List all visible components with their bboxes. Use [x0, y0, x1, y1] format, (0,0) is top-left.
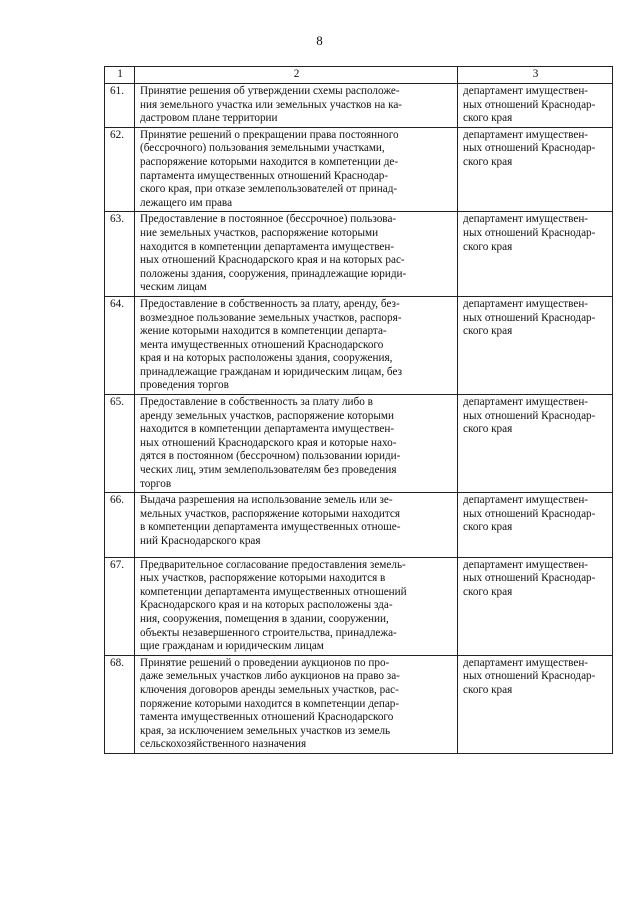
description-line: аренду земельных участков, распоряжение которыми — [140, 409, 394, 422]
description-line: Предварительное согласование предоставления земель- — [140, 558, 406, 571]
department-line: департамент имуществен- — [463, 558, 589, 571]
description-line: Предоставление в собственность за плату либо в — [140, 396, 373, 409]
department-line: ных отношений Краснодар- — [463, 226, 596, 239]
department-line: ского края — [463, 240, 513, 253]
table-row — [105, 296, 613, 394]
description-line: ключения договоров аренды земельных участков, рас- — [140, 683, 399, 696]
description-line: края и на которых расположены здания, сооружения, — [140, 352, 393, 365]
row-number: 67. — [105, 557, 135, 655]
department-line: ных отношений Краснодар- — [463, 311, 596, 324]
department-line: ского края — [463, 683, 513, 696]
description-line: жение которыми находится в компетенции департа- — [140, 325, 387, 338]
department-line: ных отношений Краснодар- — [463, 98, 596, 111]
description-line: торгов — [140, 477, 172, 490]
department-line: департамент имуществен- — [463, 494, 589, 507]
service-description — [135, 296, 458, 394]
description-line: ний Краснодарского края — [140, 535, 261, 547]
department-line: ных отношений Краснодар- — [463, 670, 596, 683]
description-line: ния, сооружения, помещения в здании, сооружении, — [140, 612, 389, 625]
service-description — [135, 655, 458, 753]
description-line: ных участков, распоряжение которыми находится в — [140, 572, 386, 585]
row-number: 68. — [105, 655, 135, 753]
description-line: возмездное пользование земельных участков, распоря- — [140, 311, 402, 324]
description-line: Принятие решений о проведении аукционов по про- — [140, 656, 390, 669]
department-line: ского края — [463, 521, 513, 534]
description-line: Предоставление в собственность за плату, аренду, без- — [140, 297, 400, 310]
description-line: находится в компетенции департамента имуществен- — [140, 423, 395, 436]
table-row — [105, 212, 613, 297]
service-description — [135, 84, 458, 128]
row-number: 66. — [105, 493, 135, 557]
department-line: департамент имуществен- — [463, 128, 589, 141]
row-number: 64. — [105, 296, 135, 394]
description-line: (бессрочного) пользования земельными участками, — [140, 142, 385, 155]
table-row — [105, 493, 613, 557]
description-line: Выдача разрешения на использование земель или зе- — [140, 494, 393, 507]
department-line: ных отношений Краснодар- — [463, 572, 596, 585]
responsible-department — [458, 127, 613, 212]
responsible-department — [458, 395, 613, 493]
department-line: департамент имуществен- — [463, 85, 589, 97]
description-line: дятся в постоянном (бессрочном) пользовании юриди- — [140, 450, 401, 463]
services-table — [104, 66, 613, 754]
description-line: лежащего им права — [140, 196, 233, 209]
description-line: Предоставление в постоянное (бессрочное) пользова- — [140, 213, 397, 226]
description-line: ния земельного участка или земельных участков на ка- — [140, 98, 403, 111]
description-line: принадлежащие гражданам и юридическим лицам, без — [140, 365, 402, 378]
column-header-service: 2 — [135, 67, 458, 84]
description-line: Принятие решения об утверждении схемы расположе- — [140, 85, 400, 97]
description-line: ческих лиц, этим землепользователям без проведения — [140, 464, 397, 477]
responsible-department — [458, 296, 613, 394]
description-line: мельных участков, распоряжение которыми находится — [140, 507, 400, 520]
row-number: 61. — [105, 84, 135, 128]
department-line: ных отношений Краснодар- — [463, 507, 596, 520]
service-description — [135, 127, 458, 212]
service-description — [135, 212, 458, 297]
description-line: распоряжение которыми находится в компетенции де- — [140, 155, 399, 168]
table-row — [105, 127, 613, 212]
description-line: находится в компетенции департамента имуществен- — [140, 240, 395, 253]
column-header-department: 3 — [458, 67, 613, 84]
column-header-number: 1 — [105, 67, 135, 84]
department-line: департамент имуществен- — [463, 213, 589, 226]
department-line: ского края — [463, 585, 513, 598]
description-line: объекты незавершенного строительства, принадлежа- — [140, 626, 397, 639]
description-line: даже земельных участков либо аукционов на право за- — [140, 670, 400, 683]
table-row — [105, 395, 613, 493]
table-row — [105, 655, 613, 753]
description-line: поряжение которыми находится в компетенции депар- — [140, 697, 400, 710]
description-line: в компетенции департамента имущественных отноше- — [140, 521, 401, 534]
table-header-row — [105, 67, 613, 84]
description-line: дастровом плане территории — [140, 112, 278, 125]
description-line: мента имущественных отношений Краснодарского — [140, 338, 384, 351]
responsible-department — [458, 655, 613, 753]
description-line: Принятие решений о прекращении права постоянного — [140, 128, 399, 141]
description-line: партамента имущественных отношений Краснодар- — [140, 169, 389, 182]
department-line: департамент имуществен- — [463, 396, 589, 409]
description-line: ных отношений Краснодарского края и на которых рас- — [140, 254, 405, 267]
description-line: ческим лицам — [140, 281, 207, 294]
page-number: 8 — [316, 33, 323, 48]
description-line: сельскохозяйственного назначения — [140, 738, 307, 751]
row-number: 63. — [105, 212, 135, 297]
description-line: проведения торгов — [140, 379, 229, 392]
description-line: Краснодарского края и на которых расположены зда- — [140, 599, 393, 612]
department-line: департамент имуществен- — [463, 656, 589, 669]
description-line: тамента имущественных отношений Краснодарского — [140, 711, 394, 724]
description-line: компетенции департамента имущественных отношений — [140, 585, 407, 598]
responsible-department — [458, 84, 613, 128]
row-number: 62. — [105, 127, 135, 212]
description-line: ных отношений Краснодарского края и которые нахо- — [140, 436, 397, 449]
department-line: ского края — [463, 112, 513, 125]
department-line: ных отношений Краснодар- — [463, 409, 596, 422]
department-line: департамент имуществен- — [463, 297, 589, 310]
description-line: края, за исключением земельных участков из земель — [140, 724, 391, 737]
service-description — [135, 493, 458, 557]
department-line: ского края — [463, 325, 513, 338]
department-line: ных отношений Краснодар- — [463, 142, 596, 155]
row-number: 65. — [105, 395, 135, 493]
table-row — [105, 84, 613, 128]
department-line: ского края — [463, 423, 513, 436]
table-row — [105, 557, 613, 655]
department-line: ского края — [463, 155, 513, 168]
description-line: ние земельных участков, распоряжение которыми — [140, 226, 379, 239]
description-line: положены здания, сооружения, принадлежащие юриди- — [140, 267, 407, 280]
description-line: щие гражданам и юридическим лицам — [140, 640, 324, 653]
description-line: ского края, при отказе землепользователей от принад- — [140, 183, 398, 196]
responsible-department — [458, 493, 613, 557]
service-description — [135, 557, 458, 655]
service-description — [135, 395, 458, 493]
responsible-department — [458, 557, 613, 655]
responsible-department — [458, 212, 613, 297]
